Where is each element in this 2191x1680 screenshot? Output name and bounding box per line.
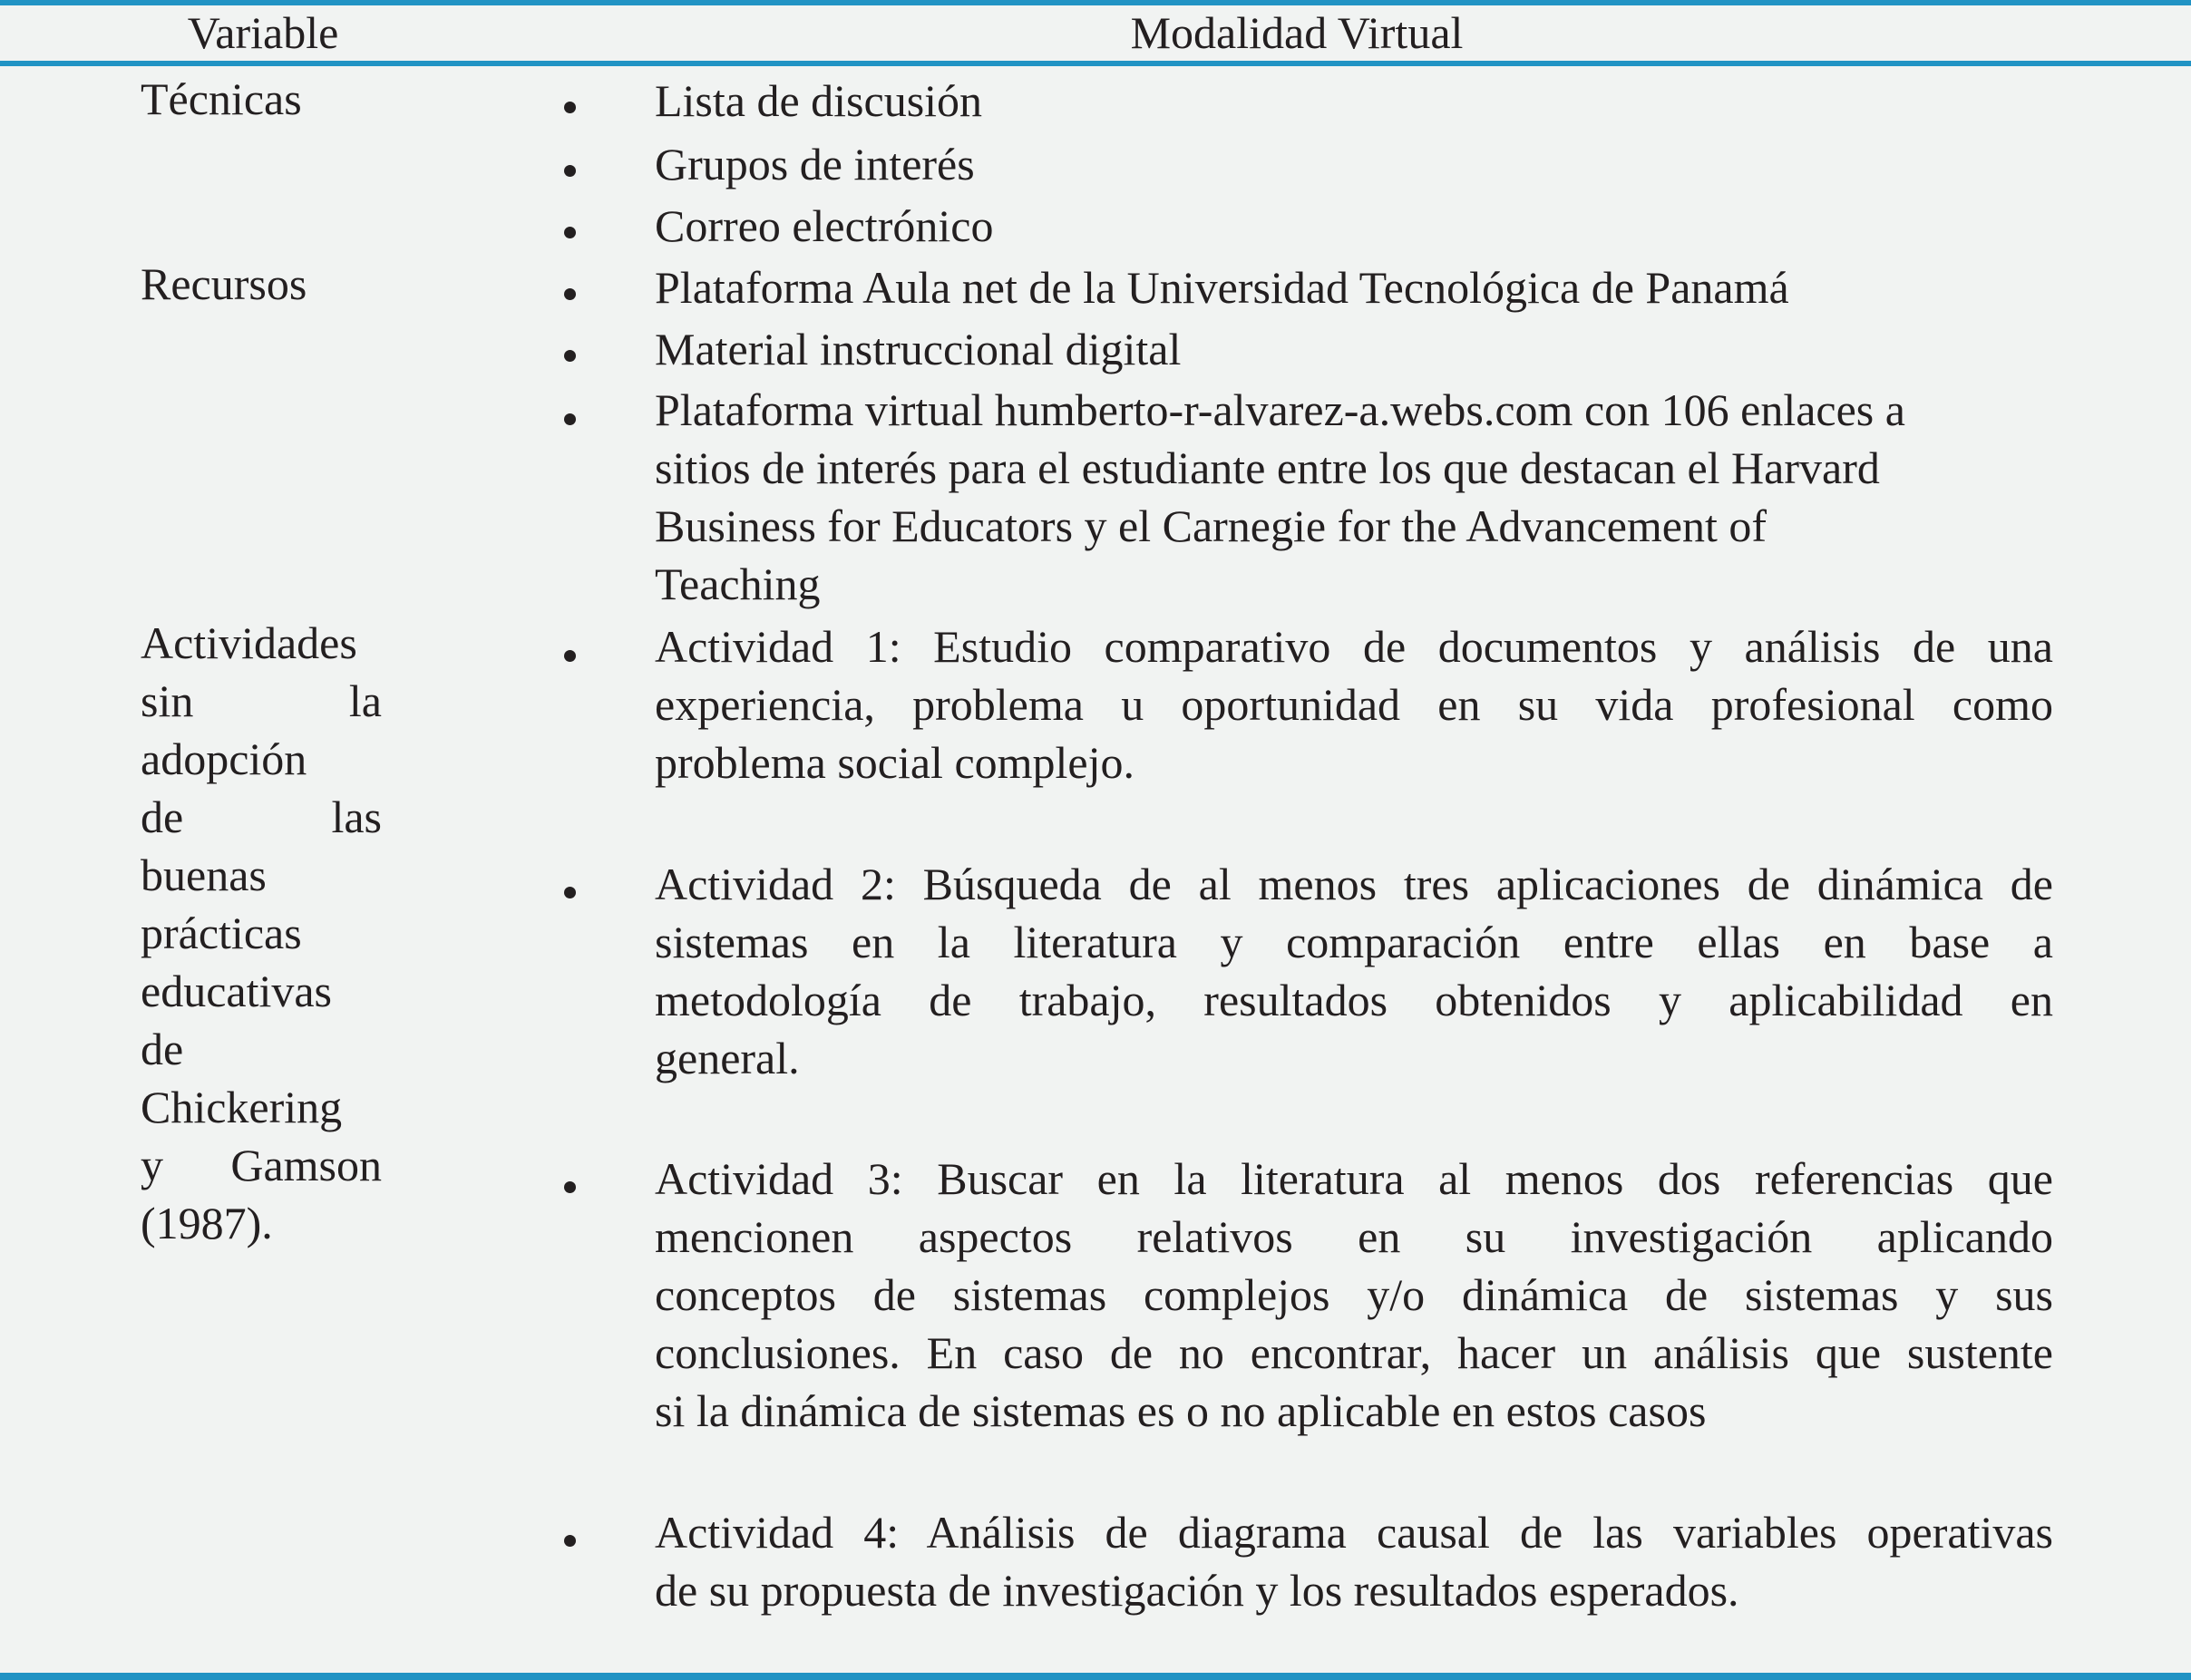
bullet-icon bbox=[564, 650, 576, 662]
text-line: Actividad 2: Búsqueda de al menos tres aplicaciones de dinámica de bbox=[655, 859, 2053, 909]
bullet-icon bbox=[564, 227, 576, 238]
list-item: Grupos de interés bbox=[655, 139, 975, 189]
text-line: Teaching bbox=[655, 558, 821, 609]
bullet-icon bbox=[564, 413, 576, 425]
text-line: de bbox=[141, 1024, 184, 1074]
table-bottom-rule bbox=[0, 1673, 2191, 1680]
text-line: Actividad 4: Análisis de diagrama causal de las variables operativas bbox=[655, 1507, 2053, 1558]
text-line: problema social complejo. bbox=[655, 737, 1135, 788]
text-line: sistemas en la literatura y comparación entre ellas en base a bbox=[655, 917, 2053, 967]
text-line: de su propuesta de investigación y los resultados esperados. bbox=[655, 1565, 1739, 1616]
header-rule bbox=[0, 61, 2191, 66]
text-line: conclusiones. En caso de no encontrar, hacer un análisis que sustente bbox=[655, 1327, 2053, 1378]
bullet-icon bbox=[564, 165, 576, 177]
variable-actividades bbox=[141, 614, 382, 1252]
list-item bbox=[655, 1503, 2053, 1619]
text-line: buenas bbox=[141, 850, 267, 900]
text-line: mencionen aspectos relativos en su investigación aplicando bbox=[655, 1211, 2053, 1262]
text-line: metodología de trabajo, resultados obtenidos y aplicabilidad en bbox=[655, 975, 2053, 1025]
text-line: de las bbox=[141, 791, 382, 842]
list-item: Correo electrónico bbox=[655, 200, 994, 251]
list-item bbox=[655, 1150, 2053, 1440]
header-modalidad-virtual: Modalidad Virtual bbox=[1130, 7, 1464, 58]
list-item bbox=[655, 617, 2053, 791]
bullet-icon bbox=[564, 887, 576, 898]
text-line: conceptos de sistemas complejos y/o dinámica de sistemas y sus bbox=[655, 1269, 2053, 1320]
header-variable: Variable bbox=[187, 7, 339, 58]
text-line: y Gamson bbox=[141, 1140, 382, 1190]
list-item: Material instruccional digital bbox=[655, 324, 1182, 374]
bullet-icon bbox=[564, 1535, 576, 1547]
bullet-icon bbox=[564, 1181, 576, 1193]
text-line: si la dinámica de sistemas es o no aplicable en estos casos bbox=[655, 1385, 1707, 1436]
text-line: Actividad 1: Estudio comparativo de documentos y análisis de una bbox=[655, 621, 2053, 672]
text-line: Plataforma virtual humberto-r-alvarez-a.webs.com con 106 enlaces a bbox=[655, 384, 1905, 435]
text-line: Actividad 3: Buscar en la literatura al menos dos referencias que bbox=[655, 1153, 2053, 1204]
list-item bbox=[655, 381, 2053, 613]
text-line: Actividades bbox=[141, 617, 357, 668]
list-item bbox=[655, 855, 2053, 1087]
variable-tecnicas: Técnicas bbox=[141, 73, 302, 124]
text-line: sitios de interés para el estudiante entre los que destacan el Harvard bbox=[655, 442, 1880, 493]
text-line: experiencia, problema u oportunidad en su vida profesional como bbox=[655, 679, 2053, 730]
text-line: educativas bbox=[141, 966, 333, 1016]
text-line: Chickering bbox=[141, 1082, 343, 1132]
text-line: general. bbox=[655, 1033, 800, 1083]
variable-recursos: Recursos bbox=[141, 258, 307, 309]
text-line: (1987). bbox=[141, 1198, 273, 1248]
bullet-icon bbox=[564, 288, 576, 300]
text-line: Business for Educators y el Carnegie for the Advancement of bbox=[655, 500, 1767, 551]
list-item: Plataforma Aula net de la Universidad Tecnológica de Panamá bbox=[655, 262, 1789, 313]
text-line: sin la bbox=[141, 675, 382, 726]
list-item: Lista de discusión bbox=[655, 75, 983, 126]
text-line: prácticas bbox=[141, 908, 302, 958]
text-line: adopción bbox=[141, 733, 307, 784]
bullet-icon bbox=[564, 102, 576, 113]
bullet-icon bbox=[564, 350, 576, 362]
